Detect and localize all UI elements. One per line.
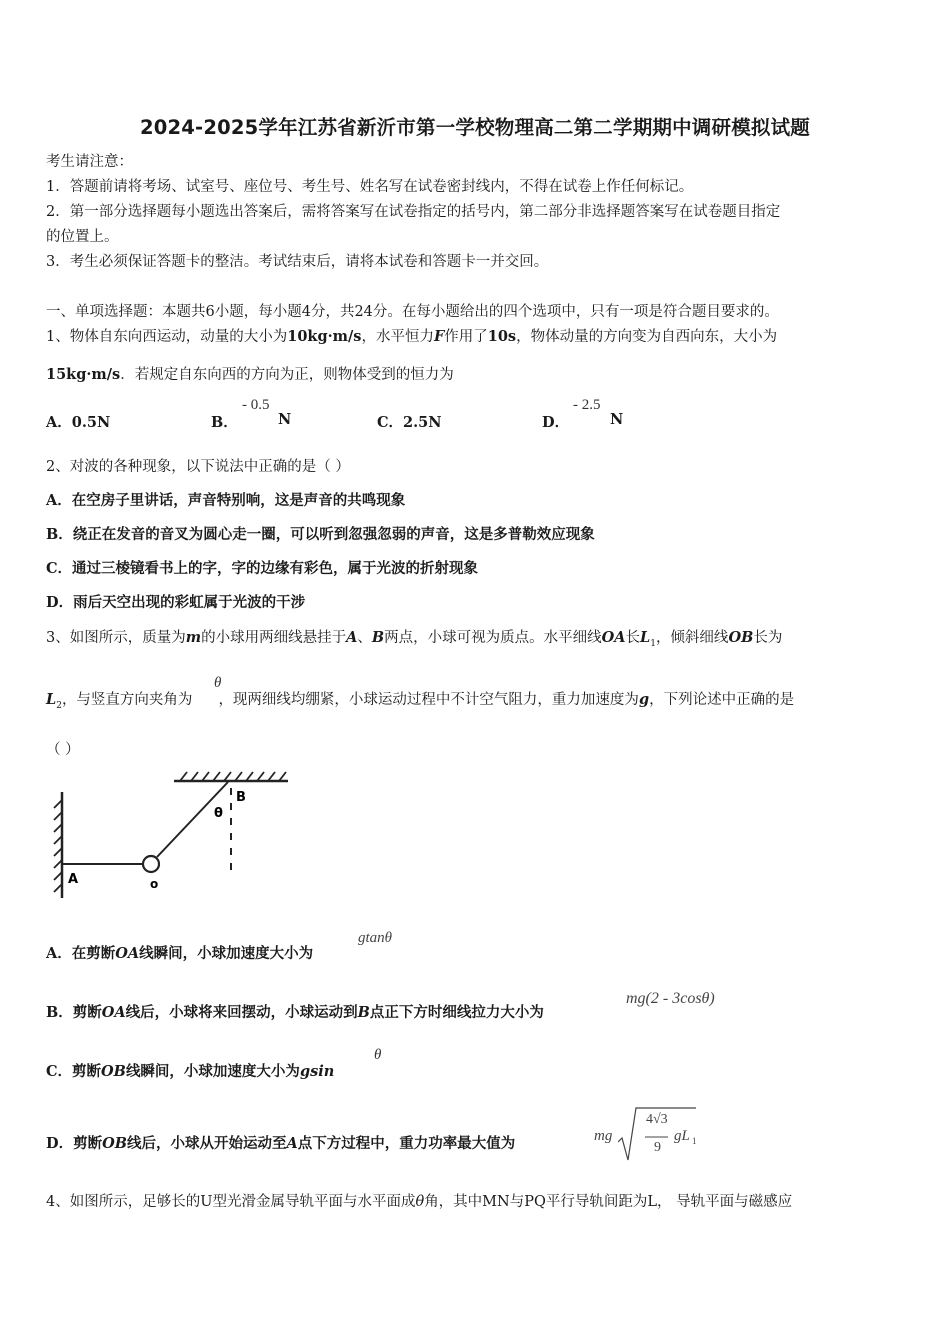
label-o: o [150,877,159,891]
q3-point-a: A [286,1135,298,1152]
q3-oa: OA [601,629,626,646]
q3-text: ，倾斜细线 [655,630,729,646]
notice-item-2-cont: 的位置上。 [46,229,119,245]
q1-text: 作用了 [444,329,488,345]
q3-text: ，与竖直方向夹角为 [61,692,193,708]
q4-theta: θ [415,1194,425,1210]
q3-theta-symbol: θ [214,675,222,691]
q1-option-d-label: D． [542,414,570,431]
q3-oa: OA [101,1004,126,1021]
q3-text: 线后，小球将来回摆动，小球运动到 [125,1004,358,1021]
notice-item-1: 1．答题前请将考场、试室号、座位号、考生号、姓名写在试卷密封线内，不得在试卷上作任何标记。 [46,179,694,195]
q3-text: 长 [625,630,640,646]
q3-text: A．在剪断 [46,945,116,962]
q3-text: 两点，小球可视为质点。水平细线 [384,630,602,646]
formula-gl: gL [674,1128,690,1144]
q1-time: 10s [487,328,517,345]
q4-text: 4、如图所示，足够长的U型光滑金属导轨平面与水平面成 [46,1194,416,1210]
page-title: 2024-2025学年江苏省新沂市第一学校物理高二第二学期期中调研模拟试题 [139,116,811,139]
q3-g: g [638,691,650,708]
q1-option-a: A．0.5N [46,414,111,431]
q1-text: 1、物体自东向西运动，动量的大小为 [46,329,288,345]
q3-option-c [46,1062,334,1082]
q1-option-b-label: B． [211,414,238,431]
q3-point-b: B [357,1004,370,1021]
q3-l1: L [640,629,651,646]
notice-item-3: 3．考生必须保证答题卡的整洁。考试结束后，请将本试卷和答题卡一并交回。 [46,254,549,270]
q2-stem: 2、对波的各种现象，以下说法中正确的是（ ） [46,459,350,475]
q3-text: 的小球用两细线悬挂于 [201,630,347,646]
q3-text: 线瞬间，小球加速度大小为 [139,945,314,962]
q3-option-b-formula: mg(2 - 3cosθ) [626,990,715,1007]
q1-text: ，物体动量的方向变为自西向东，大小为 [516,329,778,345]
q1-option-d-value: - 2.5 [573,397,601,413]
q1-stem-line1 [46,327,777,347]
notice-item-2: 2．第一部分选择题每小题选出答案后，需将答案写在试卷指定的括号内，第二部分非选择题答案写在试卷题目指定 [46,204,781,220]
q3-text: 长为 [753,630,783,646]
q2-option-c: C．通过三棱镜看书上的字，字的边缘有彩色，属于光波的折射现象 [46,560,479,577]
section-heading: 一、单项选择题：本题共6小题，每小题4分，共24分。在每小题给出的四个选项中，只有一项是符合题目要求的。 [46,304,779,320]
formula-numerator: 4√3 [646,1112,668,1127]
q3-l1-sub: 1 [650,638,656,649]
q3-text: 点正下方时细线拉力大小为 [369,1004,544,1021]
q3-option-d [46,1134,515,1154]
q4-stem [46,1192,792,1212]
q3-text: D．剪断 [46,1135,103,1152]
q1-option-d-unit: N [610,411,624,428]
q3-text: ，下列论述中正确的是 [649,692,795,708]
q1-stem-line2 [46,365,454,385]
q1-momentum-2: 15kg·m/s [46,366,121,383]
q3-ob: OB [101,1063,126,1080]
q2-option-b: B．绕正在发音的音叉为圆心走一圈，可以听到忽强忽弱的声音，这是多普勒效应现象 [46,526,595,543]
q3-text: 点下方过程中，重力功率最大值为 [297,1135,516,1152]
q3-gsin: gsin [299,1063,335,1080]
q3-text: 线后，小球从开始运动至 [126,1135,287,1152]
label-theta: θ [214,806,223,821]
q1-text: ．若规定自东向西的方向为正，则物体受到的恒力为 [120,367,454,383]
q3-text: ，现两细线均绷紧，小球运动过程中不计空气阻力，重力加速度为 [218,692,639,708]
q1-option-b-unit: N [278,411,292,428]
q1-option-b-value: - 0.5 [242,397,270,413]
q3-point-a: A [346,629,358,646]
notice-heading: 考生请注意： [46,154,133,170]
q3-option-b [46,1003,544,1023]
q1-option-c: C．2.5N [377,414,442,431]
formula-denominator: 9 [654,1140,661,1155]
q2-option-d: D．雨后天空出现的彩虹属于光波的干涉 [46,594,306,611]
q1-force-symbol: F [433,328,445,345]
q2-option-a: A．在空房子里讲话，声音特别响，这是声音的共鸣现象 [46,492,406,509]
pendulum-diagram [50,770,300,900]
q3-stem-line2 [46,690,794,716]
ball [143,856,159,872]
q3-text: B．剪断 [46,1004,102,1021]
label-b: B [236,790,246,805]
q3-mass-symbol: m [185,629,202,646]
q4-text: 角，其中MN与PQ平行导轨间距为L， 导轨平面与磁感应 [424,1194,793,1210]
q1-momentum-1: 10kg·m/s [287,328,362,345]
q3-option-a-formula: gtanθ [358,930,393,946]
q3-ob: OB [728,629,754,646]
q3-text: 3、如图所示，质量为 [46,630,186,646]
q3-text: 线瞬间，小球加速度大小为 [125,1063,300,1080]
q3-stem-line1 [46,628,782,654]
q3-ob: OB [102,1135,127,1152]
q3-answer-paren: （ ） [46,742,80,758]
q3-oa: OA [115,945,140,962]
q3-point-b: B [371,629,385,646]
q3-l2: L [46,691,57,708]
q3-option-a [46,944,313,964]
q3-text: 、 [357,630,372,646]
q1-text: ，水平恒力 [361,329,434,345]
q3-option-c-theta: θ [374,1047,382,1063]
formula-gl-sub: 1 [692,1136,697,1146]
formula-mg: mg [594,1128,613,1144]
q3-l2-sub: 2 [56,700,62,711]
q3-text: C．剪断 [46,1063,102,1080]
label-a: A [68,872,79,887]
